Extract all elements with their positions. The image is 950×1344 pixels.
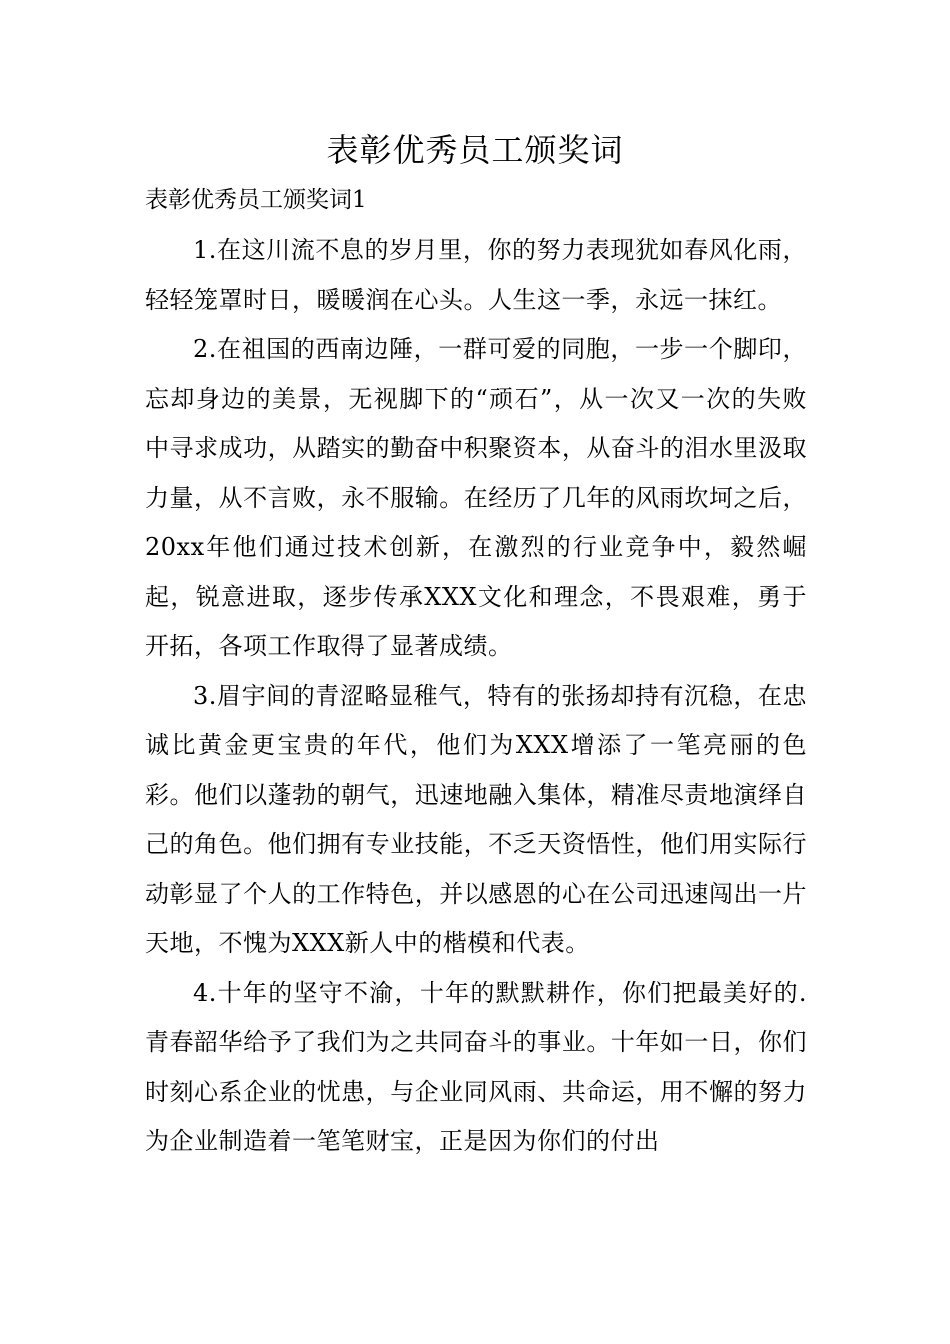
paragraph-2: 2.在祖国的西南边陲，一群可爱的同胞，一步一个脚印，忘却身边的美景，无视脚下的“顽石”，从一次又一次的失败中寻求成功，从踏实的勤奋中积聚资本，从奋斗的泪水里汲取力量，从不言败，永不服输。在经历了几年的风雨坎坷之后，20xx年他们通过技术创新，在激烈的行业竞争中，毅然崛起，锐意进取，逐步传承XXX文化和理念，不畏艰难，勇于开拓，各项工作取得了显著成绩。 <box>145 335 807 660</box>
document-body <box>145 226 807 1167</box>
page-title: 表彰优秀员工颁奖词 <box>326 131 624 169</box>
paragraph-1: 1.在这川流不息的岁月里，你的努力表现犹如春风化雨，轻轻笼罩时日，暖暖润在心头。人生这一季，永远一抹红。 <box>145 236 807 314</box>
paragraph-4: 4.十年的坚守不渝，十年的默默耕作，你们把最美好的.青春韶华给予了我们为之共同奋斗的事业。十年如一日，你们时刻心系企业的忧患，与企业同风雨、共命运，用不懈的努力为企业制造着一笔笔财宝，正是因为你们的付出 <box>145 978 807 1155</box>
paragraph-3: 3.眉宇间的青涩略显稚气，特有的张扬却持有沉稳，在忠诚比黄金更宝贵的年代，他们为XXX增添了一笔亮丽的色彩。他们以蓬勃的朝气，迅速地融入集体，精准尽责地演绎自己的角色。他们拥有专业技能，不乏天资悟性，他们用实际行动彰显了个人的工作特色，并以感恩的心在公司迅速闯出一片天地，不愧为XXX新人中的楷模和代表。 <box>145 681 807 957</box>
section-heading: 表彰优秀员工颁奖词1 <box>145 187 367 213</box>
